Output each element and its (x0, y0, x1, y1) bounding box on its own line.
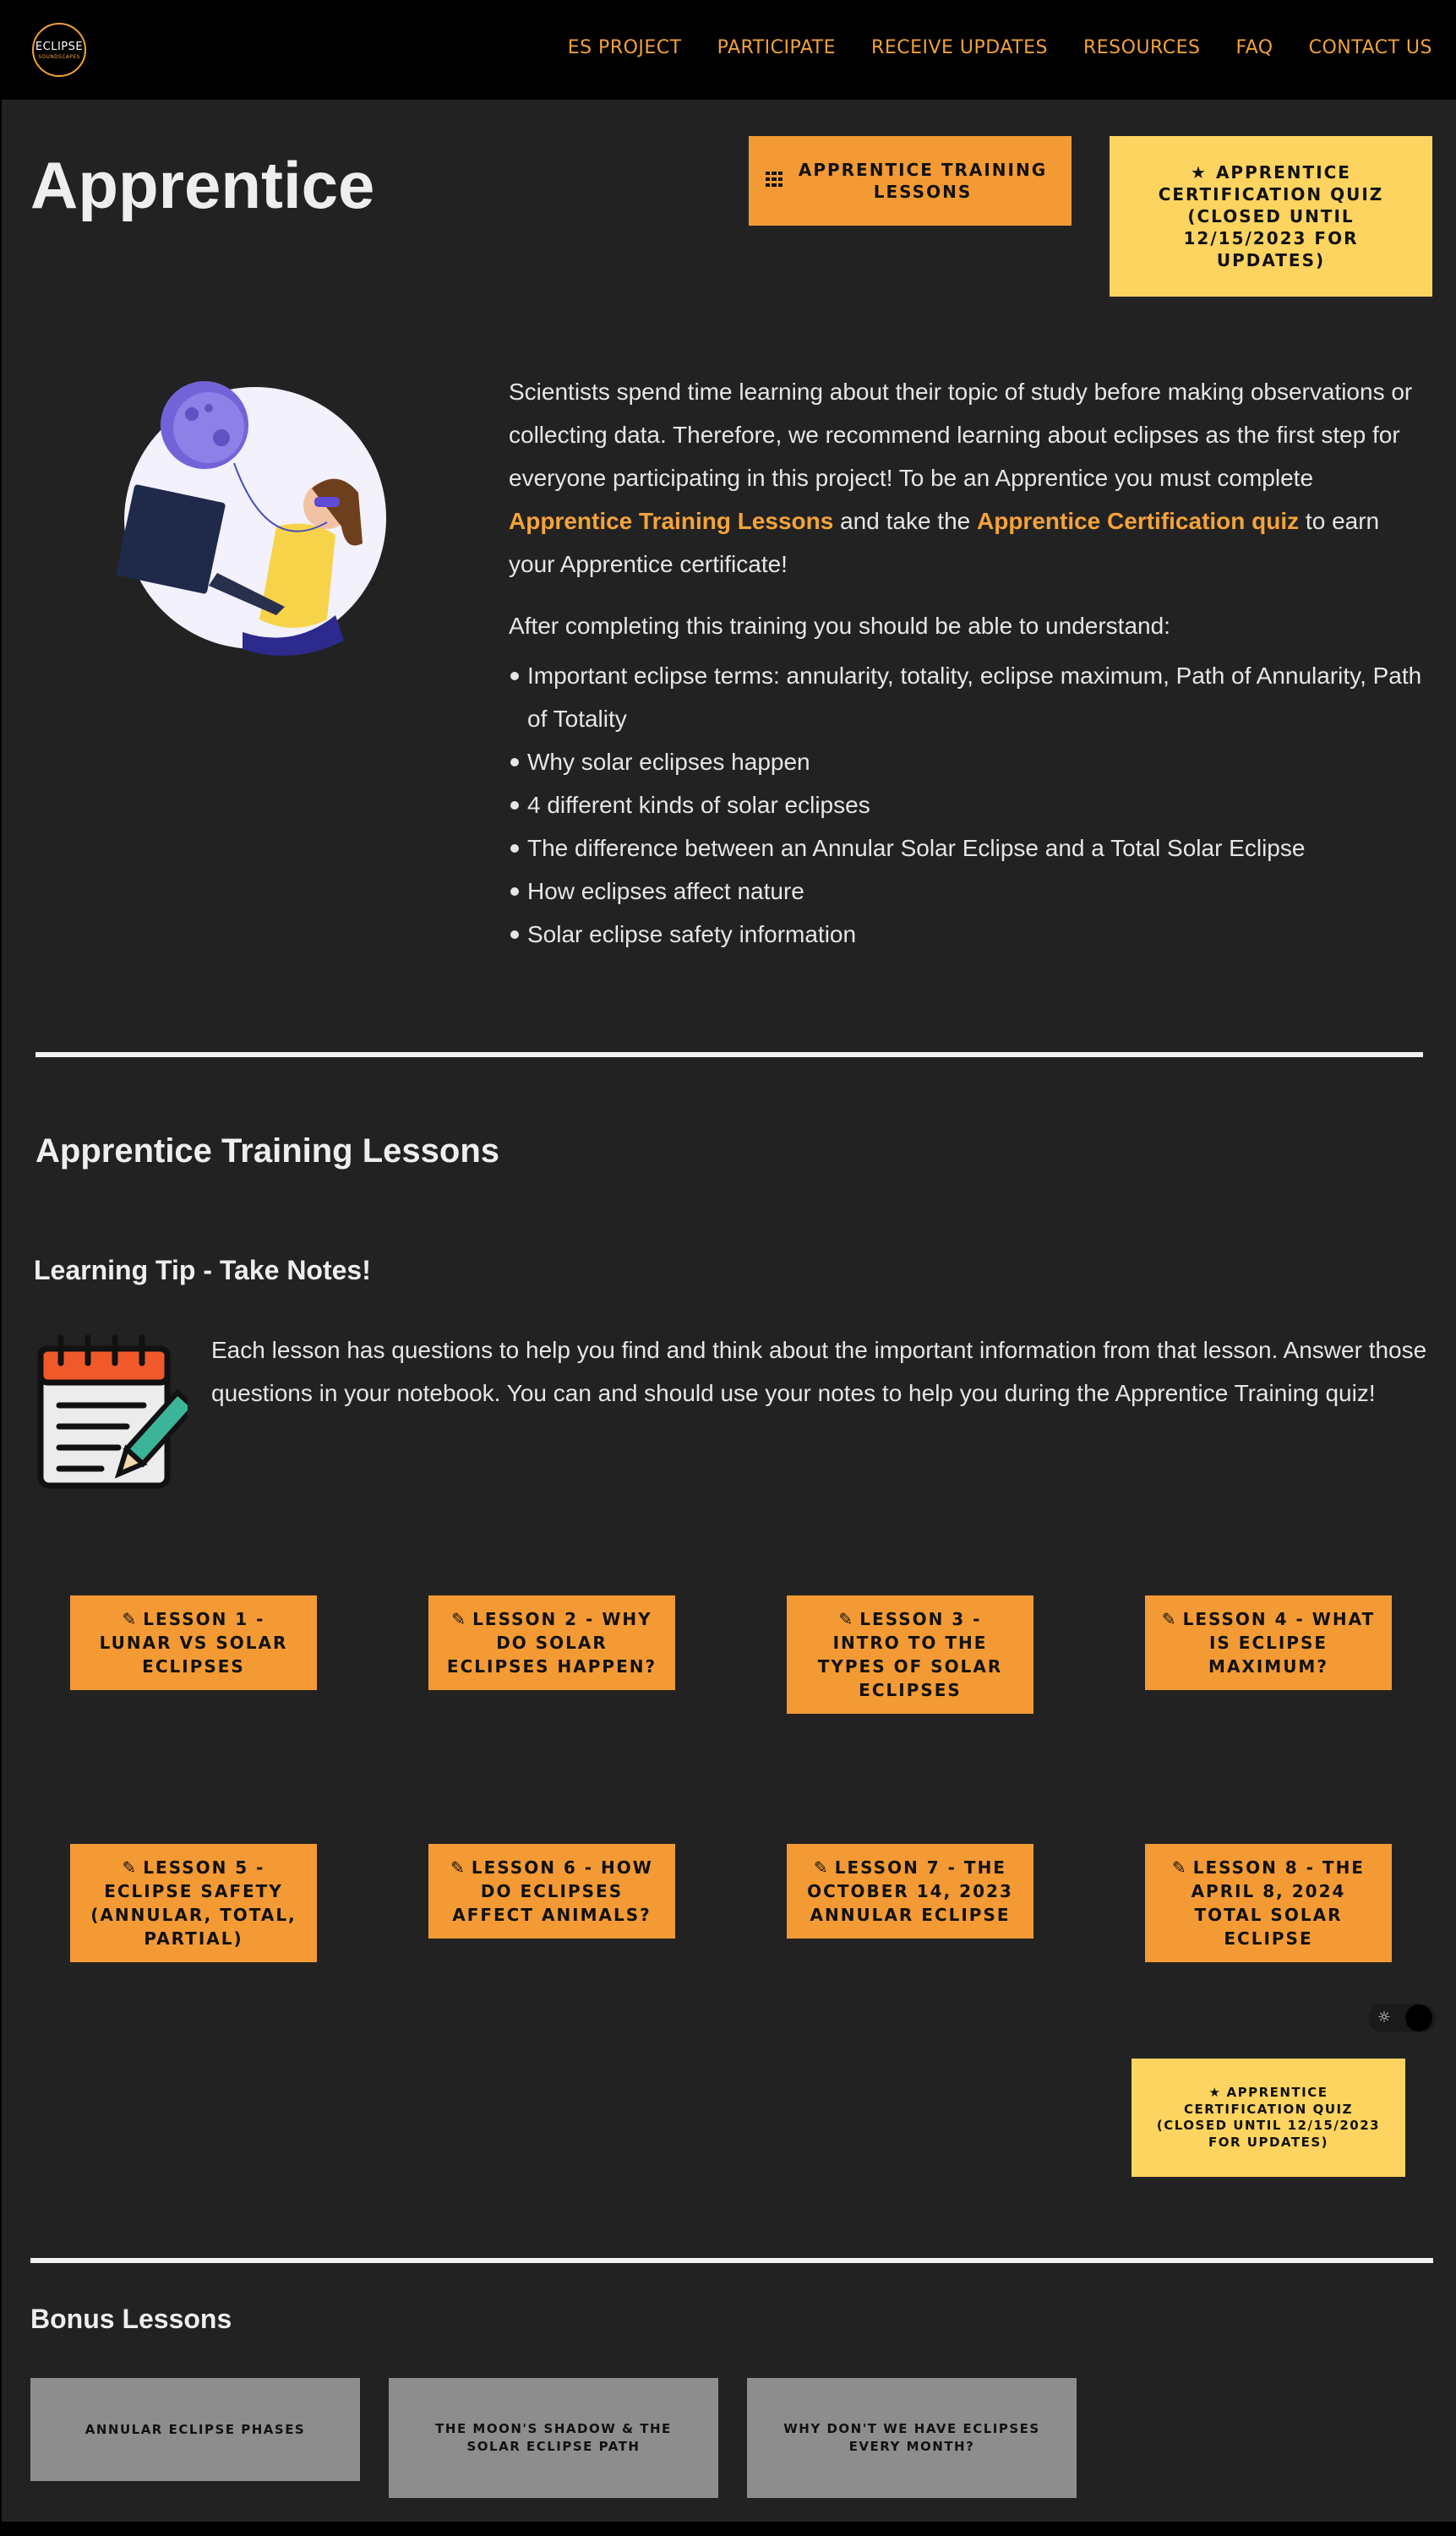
grid-icon (766, 170, 783, 192)
nav-faq[interactable]: FAQ (1235, 37, 1273, 58)
intro-text (509, 370, 1430, 956)
lesson-8-button[interactable] (1145, 1844, 1392, 1962)
edit-icon: ✎ (450, 1857, 466, 1878)
nav-es-project[interactable]: ES PROJECT (567, 37, 682, 58)
list-item: 4 different kinds of solar eclipses (527, 783, 1430, 826)
learning-tip-text: Each lesson has questions to help you find and think about the important information from that lesson. Answer those questions in your notebook. You can and should use your notes to help you during the Apprentice Training quiz! (211, 1337, 1427, 1406)
intro-text-b: and take the (833, 508, 977, 534)
list-item: Solar eclipse safety information (527, 913, 1430, 956)
notepad-pencil-icon (35, 1333, 188, 1494)
lesson-2-button[interactable] (428, 1595, 675, 1690)
bonus-lesson-moon-shadow[interactable]: THE MOON'S SHADOW & THE SOLAR ECLIPSE PATH (389, 2378, 718, 2498)
quiz-small-text: APPRENTICE CERTIFICATION QUIZ (CLOSED UNTIL 12/15/2023 FOR UPDATES) (1156, 2085, 1381, 2150)
learning-goals-list (509, 654, 1430, 956)
training-lessons-button[interactable] (749, 136, 1072, 226)
footer-strip (0, 2522, 1456, 2536)
list-item: The difference between an Annular Solar Eclipse and a Total Solar Eclipse (527, 826, 1430, 870)
lesson-3-button[interactable] (787, 1595, 1033, 1714)
edit-icon: ✎ (122, 1857, 139, 1878)
bonus-lessons-heading: Bonus Lessons (30, 2304, 232, 2334)
page-title: Apprentice (30, 148, 375, 222)
lesson-label: LESSON 3 - INTRO TO THE TYPES OF SOLAR ECLIPSES (817, 1609, 1003, 1700)
star-icon: ★ (1208, 2085, 1222, 2100)
lesson-4-button[interactable] (1145, 1595, 1392, 1690)
certification-quiz-small-label (1152, 2085, 1385, 2151)
training-lessons-heading: Apprentice Training Lessons (35, 1132, 500, 1170)
top-navigation-bar (0, 0, 1456, 100)
bonus-lesson-eclipses-every-month[interactable]: WHY DON'T WE HAVE ECLIPSES EVERY MONTH? (747, 2378, 1077, 2498)
edit-icon: ✎ (122, 1609, 139, 1629)
lesson-7-button[interactable] (787, 1844, 1033, 1939)
training-lessons-link[interactable]: Apprentice Training Lessons (509, 508, 834, 534)
bonus-lesson-annular-phases[interactable]: ANNULAR ECLIPSE PHASES (30, 2378, 360, 2481)
learning-goals-intro: After completing this training you should be able to understand: (509, 613, 1170, 639)
edit-icon: ✎ (1161, 1609, 1178, 1629)
learning-tip-heading: Learning Tip - Take Notes! (34, 1255, 371, 1285)
list-item: Why solar eclipses happen (527, 740, 1430, 783)
nav-resources[interactable]: RESOURCES (1082, 37, 1201, 58)
lesson-label: LESSON 5 - ECLIPSE SAFETY (ANNULAR, TOTAL, PARTIAL) (90, 1857, 297, 1949)
nav-receive-updates[interactable]: RECEIVE UPDATES (871, 37, 1048, 58)
edit-icon: ✎ (451, 1609, 468, 1629)
intro-text-c: to earn your Apprentice certificate! (509, 508, 1380, 577)
edit-icon: ✎ (1172, 1857, 1188, 1878)
lesson-label: LESSON 7 - THE OCTOBER 14, 2023 ANNULAR ECLIPSE (807, 1857, 1013, 1925)
sun-icon: ☼ (1377, 2009, 1392, 2026)
training-lessons-button-label: APPRENTICE TRAINING LESSONS (798, 160, 1048, 202)
list-item: How eclipses affect nature (527, 870, 1430, 913)
intro-text-a: Scientists spend time learning about their topic of study before making observations or collecting data. Therefore, we recommend learning about eclipses as the first step for everyone participating in this project! To be an Apprentice you must complete (509, 379, 1413, 491)
dark-mode-toggle[interactable] (1368, 2004, 1436, 2032)
certification-quiz-button-small[interactable] (1132, 2059, 1405, 2177)
section-divider (35, 1052, 1423, 1057)
lesson-label: LESSON 6 - HOW DO ECLIPSES AFFECT ANIMALS? (452, 1857, 653, 1925)
quiz-label-text: APPRENTICE CERTIFICATION QUIZ (CLOSED UNTIL 12/15/2023 FOR UPDATES) (1158, 162, 1384, 270)
edit-icon: ✎ (838, 1609, 855, 1629)
section-divider (30, 2258, 1433, 2263)
list-item: Important eclipse terms: annularity, totality, eclipse maximum, Path of Annularity, Path of Totality (527, 654, 1430, 740)
apprentice-illustration (116, 379, 395, 657)
nav-contact-us[interactable]: CONTACT US (1308, 37, 1432, 58)
certification-quiz-button[interactable] (1110, 136, 1432, 297)
logo-subtext: SOUNDSCAPES (38, 53, 80, 60)
intro-paragraph (509, 370, 1430, 586)
nav-participate[interactable]: PARTICIPATE (717, 37, 837, 58)
toggle-knob (1405, 2004, 1432, 2032)
lesson-6-button[interactable] (428, 1844, 675, 1939)
star-icon: ★ (1191, 162, 1208, 183)
certification-quiz-button-label (1135, 161, 1407, 271)
lesson-label: LESSON 8 - THE APRIL 8, 2024 TOTAL SOLAR ECLIPSE (1191, 1857, 1365, 1949)
lesson-5-button[interactable] (70, 1844, 317, 1962)
lesson-label: LESSON 4 - WHAT IS ECLIPSE MAXIMUM? (1182, 1609, 1376, 1677)
lesson-label: LESSON 2 - WHY DO SOLAR ECLIPSES HAPPEN? (446, 1609, 657, 1677)
edit-icon: ✎ (814, 1857, 830, 1878)
lesson-1-button[interactable] (70, 1595, 317, 1690)
main-content (2, 100, 1456, 2522)
main-nav (568, 37, 1432, 58)
logo-text: ECLIPSE (35, 40, 84, 53)
lesson-label: LESSON 1 - LUNAR VS SOLAR ECLIPSES (99, 1609, 288, 1677)
eclipse-soundscapes-logo[interactable] (32, 23, 86, 77)
certification-quiz-link[interactable]: Apprentice Certification quiz (977, 508, 1300, 534)
